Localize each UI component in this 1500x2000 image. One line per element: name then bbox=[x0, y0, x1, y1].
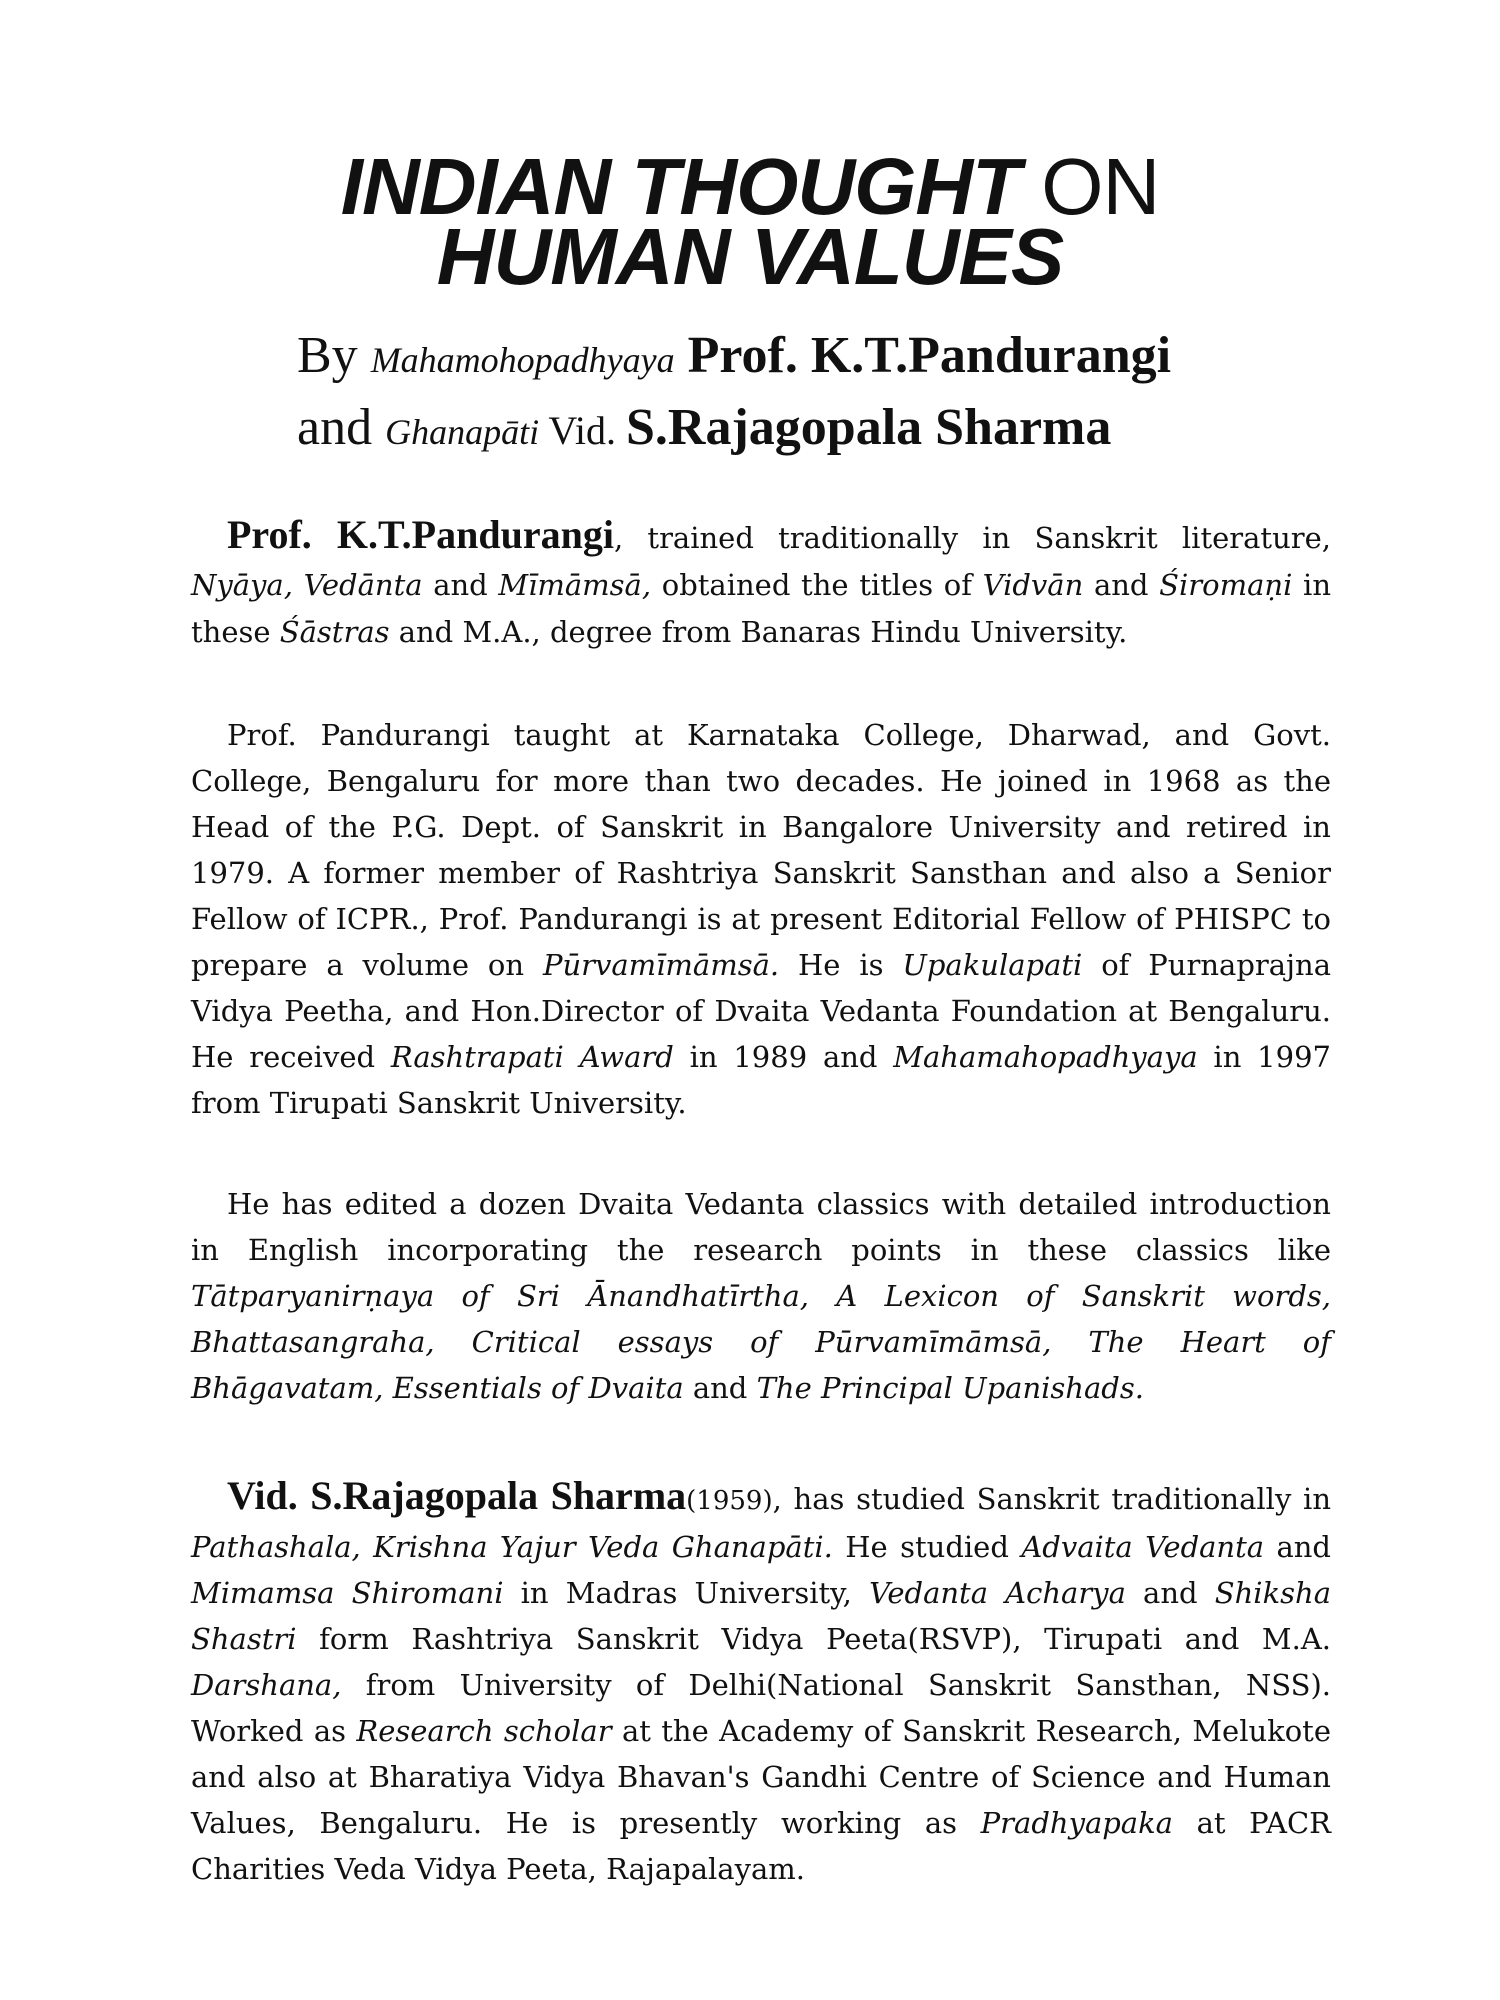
text-segment: of Purnaprajna Vidya Peetha, and Hon.Director of Dvaita Vedanta Foundation at Bengaluru. He received bbox=[191, 948, 1331, 1074]
title-human-values: HUMAN VALUES bbox=[436, 212, 1064, 301]
text-segment: , trained traditionally in Sanskrit literature, bbox=[613, 521, 1331, 555]
title-emphasis: INDIAN THOUGHT bbox=[340, 142, 1021, 231]
paragraph-pandurangi-intro bbox=[191, 511, 1331, 656]
italic-text: Nyāya, Vedānta bbox=[191, 568, 423, 602]
text-segment: , has studied Sanskrit traditionally in bbox=[772, 1482, 1332, 1516]
italic-text: Mīmāmsā, bbox=[498, 568, 652, 602]
paragraph-pandurangi-works bbox=[191, 1181, 1331, 1411]
text-segment: at PACR Charities Veda Vidya Peeta, Rajapalayam. bbox=[191, 1806, 1332, 1886]
italic-text: Shiksha Shastri bbox=[191, 1576, 1331, 1656]
italic-text: Rashtrapati Award bbox=[390, 1040, 674, 1074]
title-on: ON bbox=[1020, 142, 1160, 231]
text-segment: and bbox=[683, 1371, 757, 1405]
title-line-2 bbox=[0, 212, 1500, 302]
honorific-2: Ghanapāti bbox=[385, 412, 540, 452]
byline-author-2 bbox=[297, 398, 1111, 462]
text-segment: Prof. Pandurangi taught at Karnataka College, Dharwad, and Govt. College, Bengaluru for more than two decades. He joined in 1968 as the Head of the P.G. Dept. of Sanskrit in Bangalore University and retired in 1979. A former member of Rashtriya Sanskrit Sansthan and also a Senior Fellow of ICPR., Prof. Pandurangi is at present Editorial Fellow of PHISPC to prepare a volume on bbox=[191, 718, 1331, 982]
person-name: Vid. S.Rajagopala Sharma bbox=[227, 1473, 687, 1518]
italic-text: Tātparyanirṇaya of Sri Ānandhatīrtha, A Lexicon of Sanskrit words, Bhattasangraha, Critical essays of Pūrvamīmāmsā, The Heart of Bhāgavatam, Essentials of Dvaita bbox=[191, 1279, 1331, 1405]
italic-text: The Principal Upanishads. bbox=[756, 1371, 1144, 1405]
byline-and: and bbox=[297, 399, 386, 456]
author-1: Prof. K.T.Pandurangi bbox=[674, 327, 1172, 384]
byline-author-1 bbox=[297, 326, 1171, 390]
byline-by: By bbox=[297, 327, 371, 384]
text-segment: obtained the titles of bbox=[651, 568, 983, 602]
italic-text: Vedanta Acharya bbox=[869, 1576, 1126, 1610]
vid-label: Vid. bbox=[539, 408, 626, 453]
paragraph-pandurangi-career bbox=[191, 712, 1331, 1126]
honorific-1: Mahamohopadhyaya bbox=[370, 340, 675, 380]
text-segment: in Madras University, bbox=[503, 1576, 870, 1610]
italic-text: Darshana, bbox=[191, 1668, 342, 1702]
text-segment: and bbox=[1125, 1576, 1215, 1610]
text-segment: and bbox=[422, 568, 499, 602]
italic-text: Mahamahopadhyaya bbox=[893, 1040, 1198, 1074]
italic-text: Advaita Vedanta bbox=[1021, 1530, 1265, 1564]
italic-text: Pūrvamīmāmsā. bbox=[542, 948, 780, 982]
italic-text: Research scholar bbox=[356, 1714, 612, 1748]
italic-text: Mimamsa Shiromani bbox=[191, 1576, 504, 1610]
text-segment: and bbox=[1083, 568, 1160, 602]
text-segment: from University of Delhi(National Sanskrit Sansthan, NSS). Worked as bbox=[191, 1668, 1331, 1748]
text-segment: in these bbox=[191, 568, 1331, 649]
author-2: S.Rajagopala Sharma bbox=[625, 399, 1112, 456]
text-segment: (1959) bbox=[686, 1486, 773, 1516]
italic-text: Śāstras bbox=[279, 615, 390, 649]
text-segment: He has edited a dozen Dvaita Vedanta classics with detailed introduction in English incorporating the research points in these classics like bbox=[191, 1187, 1331, 1267]
text-segment: He is bbox=[779, 948, 903, 982]
italic-text: Upakulapati bbox=[902, 948, 1083, 982]
italic-text: Śiromaṇi bbox=[1159, 568, 1293, 602]
text-segment: form Rashtriya Sanskrit Vidya Peeta(RSVP), Tirupati and M.A. bbox=[296, 1622, 1331, 1656]
italic-text: Pradhyapaka bbox=[980, 1806, 1173, 1840]
text-segment: He studied bbox=[832, 1530, 1022, 1564]
person-name: Prof. K.T.Pandurangi bbox=[227, 512, 614, 557]
text-segment: in 1997 from Tirupati Sanskrit University. bbox=[191, 1040, 1331, 1120]
text-segment: and M.A., degree from Banaras Hindu University. bbox=[389, 615, 1128, 649]
text-segment: at the Academy of Sanskrit Research, Melukote and also at Bharatiya Vidya Bhavan's Gandhi Centre of Science and Human Values, Bengaluru. He is presently working as bbox=[191, 1714, 1331, 1840]
text-segment: in 1989 and bbox=[673, 1040, 894, 1074]
text-segment: and bbox=[1264, 1530, 1331, 1564]
paragraph-sharma-bio bbox=[191, 1473, 1331, 1892]
italic-text: Vidvān bbox=[982, 568, 1084, 602]
italic-text: Pathashala, Krishna Yajur Veda Ghanapāti. bbox=[191, 1530, 833, 1564]
